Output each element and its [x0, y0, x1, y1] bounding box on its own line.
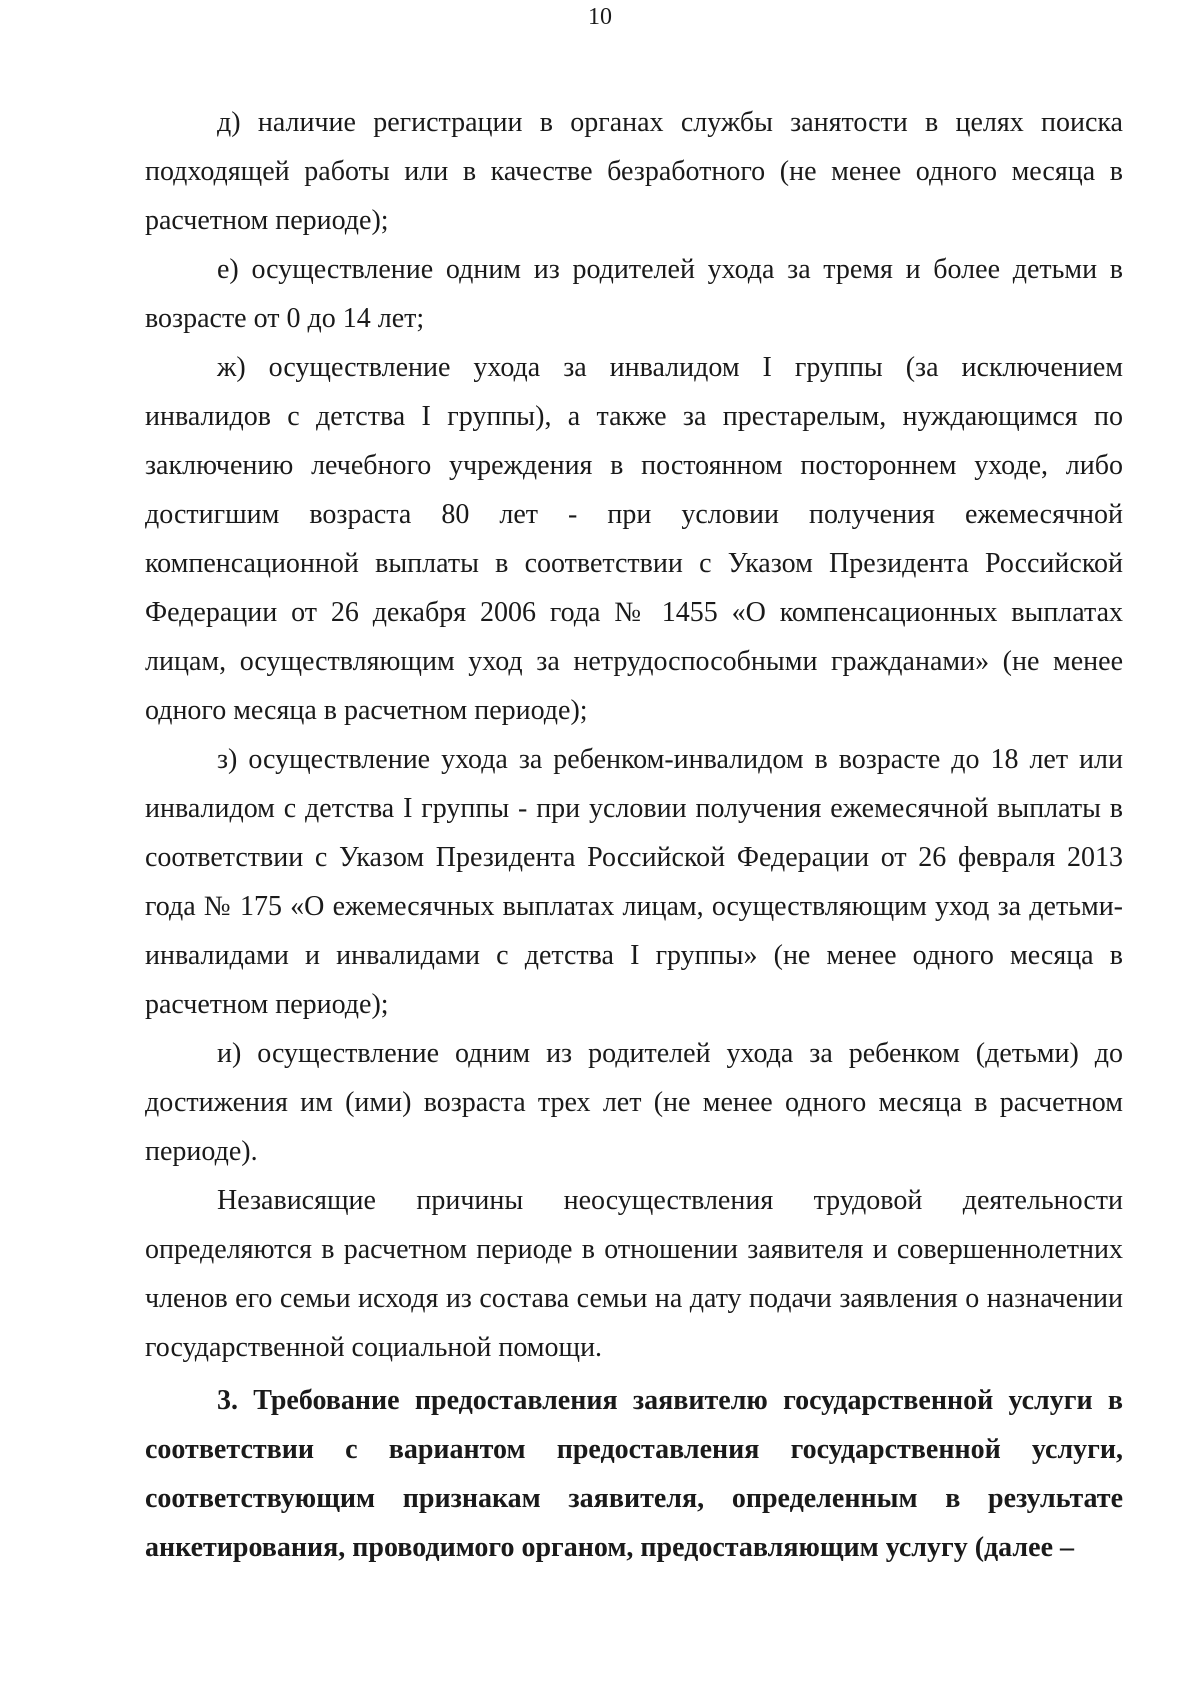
- paragraph-e: е) осуществление одним из родителей ухода за тремя и более детьми в возрасте от 0 до 14 лет;: [145, 254, 1123, 334]
- paragraph-independent-reasons: Независящие причины неосуществления трудовой деятельности определяются в расчетном периоде в отношении заявителя и совершеннолетних членов его семьи исходя из состава семьи на дату подачи заявления о назначении государственной социальной помощи.: [145, 1185, 1123, 1363]
- section-heading-3: 3. Требование предоставления заявителю государственной услуги в соответствии с вариантом предоставления государственной услуги, соответствующим признакам заявителя, определенным в результате анкетирования, проводимого органом, предоставляющим услугу (далее –: [145, 1385, 1123, 1563]
- paragraph-d: д) наличие регистрации в органах службы занятости в целях поиска подходящей работы или в качестве безработного (не менее одного месяца в расчетном периоде);: [145, 107, 1123, 236]
- document-body: [145, 98, 1123, 1572]
- paragraph-zh: ж) осуществление ухода за инвалидом I группы (за исключением инвалидов с детства I группы), а также за престарелым, нуждающимся по заключению лечебного учреждения в постоянном постороннем уходе, либо достигшим возраста 80 лет - при условии получения ежемесячной компенсационной выплаты в соответствии с Указом Президента Российской Федерации от 26 декабря 2006 года № 1455 «О компенсационных выплатах лицам, осуществляющим уход за нетрудоспособными гражданами» (не менее одного месяца в расчетном периоде);: [145, 352, 1123, 726]
- paragraph-z: з) осуществление ухода за ребенком-инвалидом в возрасте до 18 лет или инвалидом с детства I группы - при условии получения ежемесячной выплаты в соответствии с Указом Президента Российской Федерации от 26 февраля 2013 года № 175 «О ежемесячных выплатах лицам, осуществляющим уход за детьми-инвалидами и инвалидами с детства I группы» (не менее одного месяца в расчетном периоде);: [145, 744, 1123, 1020]
- paragraph-i: и) осуществление одним из родителей ухода за ребенком (детьми) до достижения им (ими) возраста трех лет (не менее одного месяца в расчетном периоде).: [145, 1038, 1123, 1167]
- page-number: 10: [588, 4, 612, 30]
